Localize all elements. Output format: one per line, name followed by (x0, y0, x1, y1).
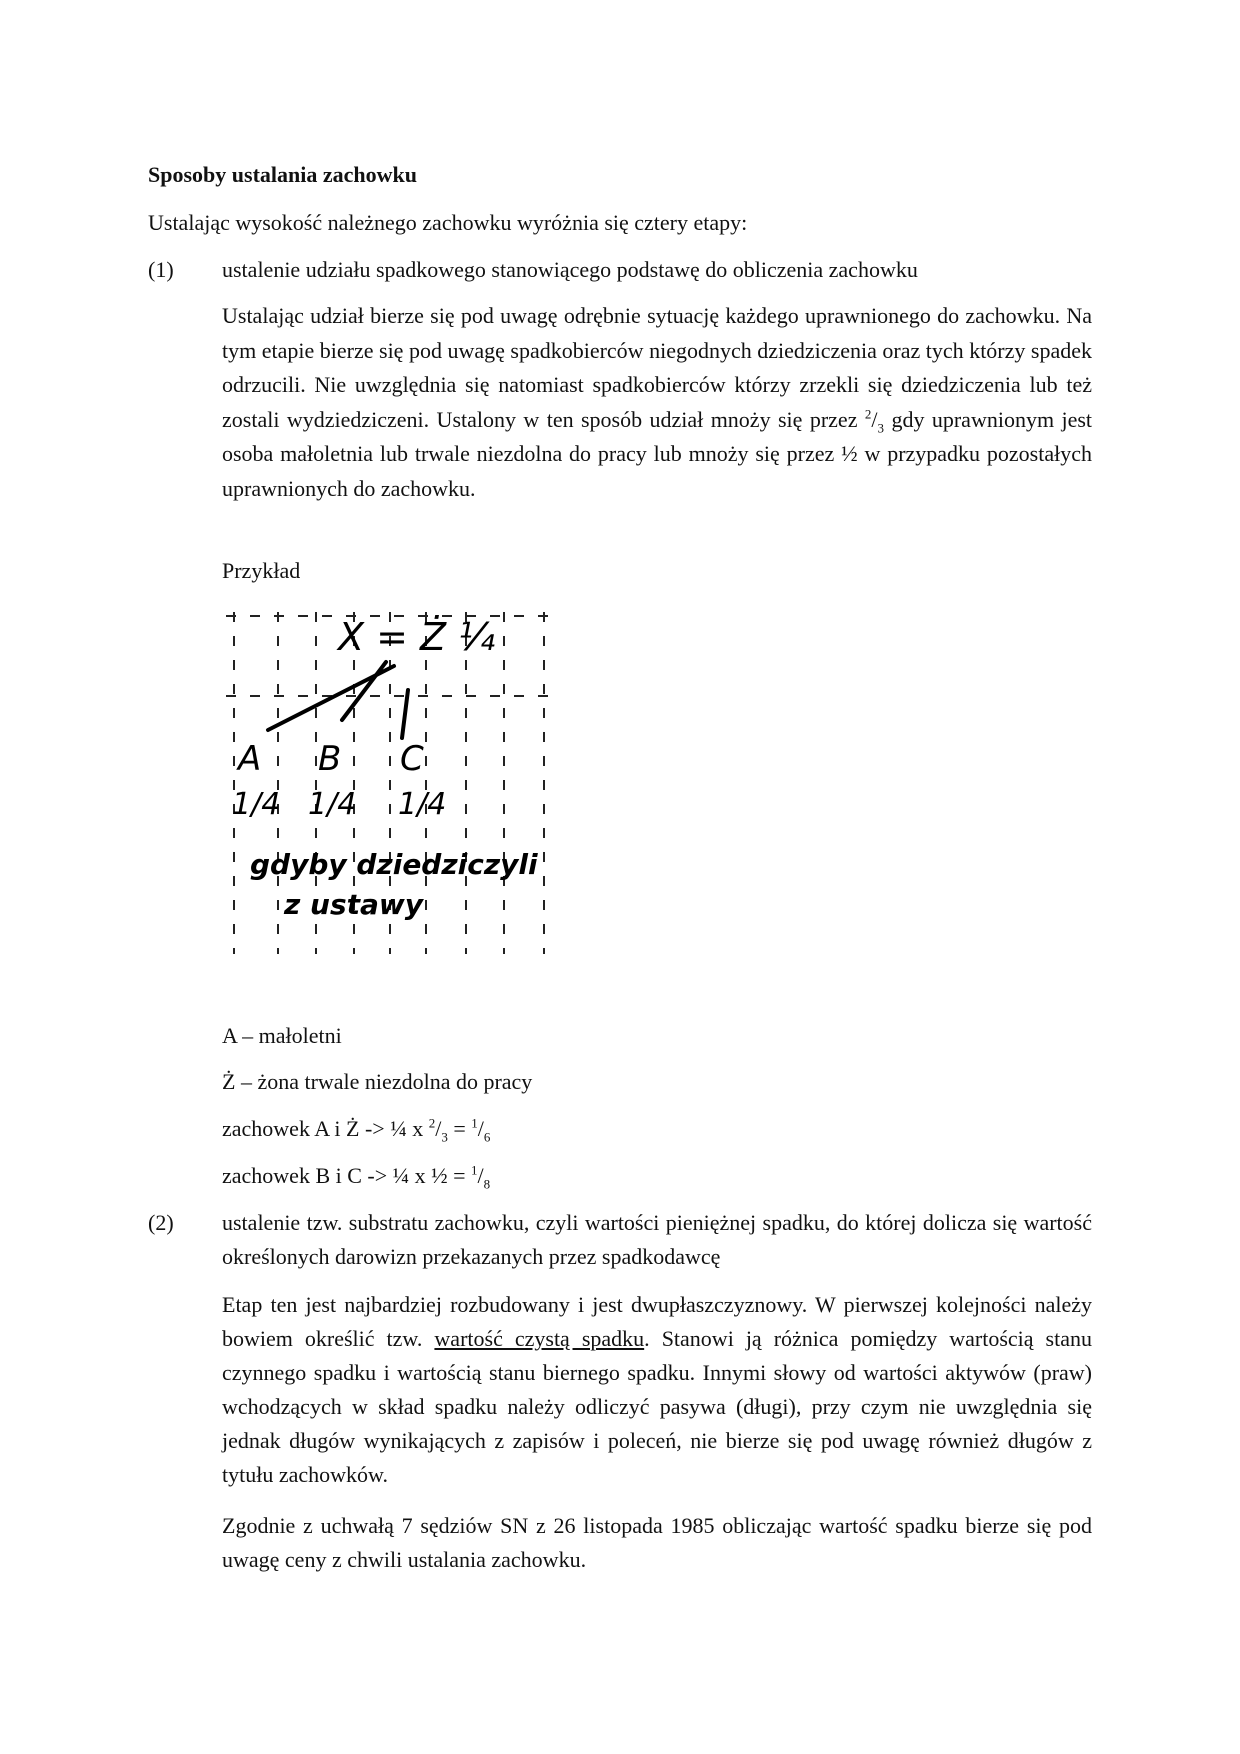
handwriting-label-c: C (400, 739, 424, 779)
calculation-a-z-prefix: zachowek A i Ż -> ¼ x (222, 1116, 429, 1141)
calculation-b-c-prefix: zachowek B i C -> ¼ x ½ = (222, 1163, 472, 1188)
calc1-result-num: 1 (471, 1115, 478, 1131)
step-1-paragraph-part-a: Ustalając udział bierze się pod uwagę odrębnie sytuację każdego uprawnionego do zachowku. Na tym etapie bierze się pod uwagę spadkobierców niegodnych dziedziczenia oraz tych którzy spadek odrzucili. Nie uwzględnia się natomiast spadkobierców którzy zrzekli się dziedziczenia lub też zostali wydziedziczeni. Ustalony w ten sposób udział mnoży się przez (222, 303, 1092, 432)
step-2-heading: ustalenie tzw. substratu zachowku, czyli wartości pieniężnej spadku, do której dolicza się wartość określonych darowizn przekazanych przez spadkodawcę (222, 1210, 1092, 1269)
step-2-paragraph-1 (222, 1288, 1092, 1492)
step-2-paragraph-2: Zgodnie z uchwałą 7 sędziów SN z 26 listopada 1985 obliczając wartość spadku bierze się pod uwagę ceny z chwili ustalania zachowku. (222, 1513, 1092, 1572)
handwriting-line-5: z ustawy (284, 888, 424, 921)
document-title: Sposoby ustalania zachowku (148, 162, 417, 187)
calc1-equals: = (447, 1116, 472, 1141)
calculation-a-z: zachowek A i Ż -> ¼ x $^2/_3 = ^1/_6$ (222, 1115, 491, 1145)
clean-estate-value-link[interactable]: wartość czystą spadku (434, 1326, 645, 1351)
handwritten-example-image (226, 612, 550, 954)
calc1-fraction-den: 3 (441, 1129, 448, 1145)
handwriting-label-a: A (238, 739, 262, 779)
handwriting-line-4: gdyby dziedziczyli (250, 848, 538, 881)
calculation-b-c: zachowek B i C -> ¼ x ½ = $^1/_8$ (222, 1162, 491, 1192)
calc2-result-num: 1 (471, 1162, 478, 1178)
handwriting-line-1: X = Ż ¼ (338, 615, 495, 659)
calc2-result-den: 8 (483, 1176, 491, 1192)
legend-item-z: Ż – żona trwale niezdolna do pracy (222, 1069, 533, 1094)
step-1-paragraph: Ustalając udział bierze się pod uwagę odrębnie sytuację każdego uprawnionego do zachowku. Na tym etapie bierze się pod uwagę spadkobierców niegodnych dziedziczenia oraz tych którzy spadek odrzucili. Nie uwzględnia się natomiast spadkobierców którzy zrzekli się dziedziczenia lub też zostali wydziedziczeni. Ustalony w ten sposób udział mnoży się przez $^2/_3$ gdy uprawnionym jest osoba małoletnia lub trwale niezdolna do pracy lub mnoży się przez ½ w przypadku pozostałych uprawnionych do zachowku. (222, 303, 1093, 501)
fraction-numerator: 2 (864, 406, 872, 422)
fraction-denominator: 3 (877, 419, 885, 435)
calc1-result-den: 6 (483, 1129, 491, 1145)
step-2-paragraph-1-part-a: Etap ten jest najbardziej rozbudowany i jest dwupłaszczyznowy. W pierwszej kolejności należy bowiem określić tzw. (222, 1292, 1092, 1351)
step-2-paragraph-1-part-b: . Stanowi ją różnica pomiędzy wartością stanu czynnego spadku i wartością stanu biernego spadku. Innymi słowy od wartości aktywów (praw) wchodzących w skład spadku należy odliczyć pasywa (długi), przy czym nie uwzględnia się jednak długów wynikających z zapisów i poleceń, nie bierze się pod uwagę również długów z tytułu zachowków. (222, 1326, 1092, 1487)
legend-item-a: A – małoletni (222, 1023, 342, 1048)
step-1-heading: ustalenie udziału spadkowego stanowiącego podstawę do obliczenia zachowku (222, 257, 918, 282)
handwriting-share-c: 1/4 (398, 787, 447, 822)
step-2-number: (2) (148, 1210, 174, 1235)
step-1-number: (1) (148, 257, 174, 282)
intro-text: Ustalając wysokość należnego zachowku wyróżnia się cztery etapy: (148, 210, 748, 235)
example-label: Przykład (222, 558, 301, 583)
handwriting-share-a: 1/4 (232, 787, 281, 822)
handwriting-label-b: B (318, 739, 342, 779)
step-1-paragraph-part-b: gdy uprawnionym jest osoba małoletnia lub trwale niezdolna do pracy lub mnoży się przez ½ w przypadku pozostałych uprawnionych do zachowku. (222, 406, 1093, 501)
handwriting-share-b: 1/4 (308, 787, 357, 822)
calc1-fraction-num: 2 (428, 1115, 436, 1131)
